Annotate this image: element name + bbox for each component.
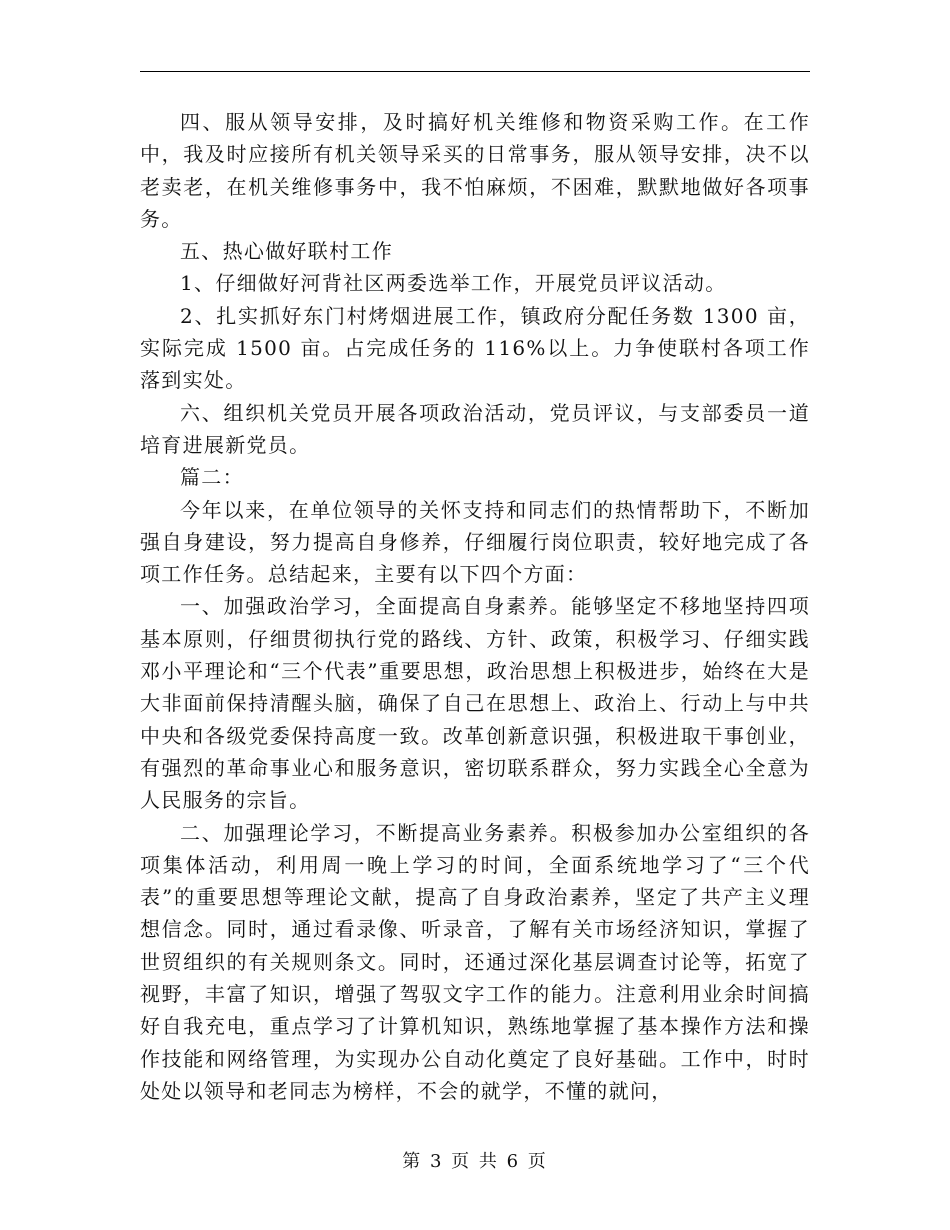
paragraph: 二、加强理论学习，不断提高业务素养。积极参加办公室组织的各项集体活动，利用周一晚上学习的时间，全面系统地学习了“三个代表”的重要思想等理论文献，提高了自身政治素养，坚定了共产主义理想信念。同时，通过看录像、听录音，了解有关市场经济知识，掌握了世贸组织的有关规则条文。同时，还通过深化基层调查讨论等，拓宽了视野，丰富了知识，增强了驾驭文字工作的能力。注意利用业余时间搞好自我充电，重点学习了计算机知识，熟练地掌握了基本操作方法和操作技能和网络管理，为实现办公自动化奠定了良好基础。工作中，时时处处以领导和老同志为榜样，不会的就学，不懂的就问，	[140, 820, 810, 1103]
paragraph: 一、加强政治学习，全面提高自身素养。能够坚定不移地坚持四项基本原则，仔细贯彻执行党的路线、方针、政策，积极学习、仔细实践邓小平理论和“三个代表”重要思想，政治思想上积极进步，始终在大是大非面前保持清醒头脑，确保了自己在思想上、政治上、行动上与中共中央和各级党委保持高度一致。改革创新意识强，积极进取干事创业，有强烈的革命事业心和服务意识，密切联系群众，努力实践全心全意为人民服务的宗旨。	[140, 594, 810, 813]
paragraph: 六、组织机关党员开展各项政治活动，党员评议，与支部委员一道培育进展新党员。	[140, 400, 810, 457]
page-number-footer: 第 3 页 共 6 页	[402, 1151, 548, 1172]
paragraph: 2、扎实抓好东门村烤烟进展工作，镇政府分配任务数 1300 亩，实际完成 1500 亩。占完成任务的 116%以上。力争使联村各项工作落到实处。	[140, 303, 810, 393]
paragraph: 今年以来，在单位领导的关怀支持和同志们的热情帮助下，不断加强自身建设，努力提高自身修养，仔细履行岗位职责，较好地完成了各项工作任务。总结起来，主要有以下四个方面：	[140, 497, 810, 587]
section-heading: 五、热心做好联村工作	[180, 239, 393, 264]
paragraph: 四、服从领导安排，及时搞好机关维修和物资采购工作。在工作中，我及时应接所有机关领导采买的日常事务，服从领导安排，决不以老卖老，在机关维修事务中，我不怕麻烦，不困难，默默地做好各项事务。	[140, 110, 810, 231]
header-rule	[140, 71, 810, 72]
section-heading: 篇二：	[180, 465, 244, 490]
paragraph: 1、仔细做好河背社区两委选举工作，开展党员评议活动。	[180, 271, 727, 296]
document-body	[140, 106, 810, 1107]
